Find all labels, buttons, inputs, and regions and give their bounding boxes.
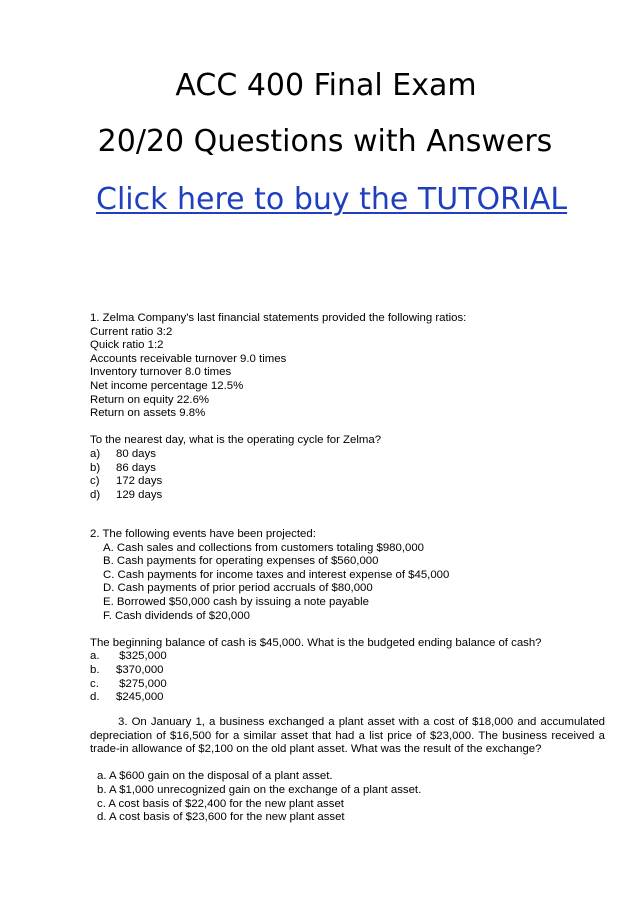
question-1-stem: 1. Zelma Company's last financial statements provided the following ratios: (90, 312, 467, 324)
option-text: 172 days (116, 475, 163, 488)
event-line: F. Cash dividends of $20,000 (103, 609, 250, 622)
option-text: 80 days (116, 447, 156, 460)
option-text: $275,000 (116, 677, 167, 690)
option-text: $325,000 (116, 650, 167, 663)
option-letter: c. (90, 677, 99, 690)
option-letter: a. (90, 650, 100, 663)
ratio-line: Quick ratio 1:2 (90, 339, 164, 352)
answer-option (90, 664, 605, 678)
answer-option: b. A $1,000 unrecognized gain on the exchange of a plant asset. (97, 783, 422, 796)
question-3-stem: 3. On January 1, a business exchanged a plant asset with a cost of $18,000 and accumulated depreciation of $16,500 for a similar asset that had a list price of $23,000. The business received a trade-in allowance of $2,100 on the old plant asset. What was the result of the exchange? (90, 716, 605, 756)
question-1-prompt: To the nearest day, what is the operating cycle for Zelma? (90, 434, 382, 447)
answer-option: a. A $600 gain on the disposal of a plant asset. (97, 770, 333, 783)
option-text: 129 days (116, 488, 163, 501)
answer-option: d. A cost basis of $23,600 for the new plant asset (97, 811, 345, 824)
question-1 (90, 312, 605, 502)
event-line: E. Borrowed $50,000 cash by issuing a note payable (103, 595, 369, 608)
ratio-line: Return on equity 22.6% (90, 393, 210, 406)
ratio-line: Return on assets 9.8% (90, 407, 206, 420)
ratio-line: Current ratio 3:2 (90, 325, 173, 338)
ratio-line: Inventory turnover 8.0 times (90, 366, 232, 379)
answer-option (90, 678, 605, 692)
question-2-prompt: The beginning balance of cash is $45,000. What is the budgeted ending balance of cash? (90, 636, 542, 649)
event-line: A. Cash sales and collections from customers totaling $980,000 (103, 541, 425, 554)
answer-option (90, 462, 605, 476)
option-text: 86 days (116, 461, 156, 474)
event-line: B. Cash payments for operating expenses of $560,000 (103, 555, 379, 568)
option-letter: b) (90, 461, 101, 474)
answer-option (90, 475, 605, 489)
answer-option: c. A cost basis of $22,400 for the new plant asset (97, 797, 344, 810)
event-line: C. Cash payments for income taxes and interest expense of $45,000 (103, 568, 450, 581)
event-line: D. Cash payments of prior period accruals of $80,000 (103, 582, 373, 595)
answer-option (90, 650, 605, 664)
option-text: $370,000 (116, 663, 164, 676)
document-subtitle: 20/20 Questions with Answers (97, 124, 553, 159)
ratio-line: Net income percentage 12.5% (90, 379, 244, 392)
option-letter: b. (90, 663, 100, 676)
answer-option (90, 448, 605, 462)
answer-option (90, 691, 605, 705)
option-letter: d) (90, 488, 101, 501)
option-letter: d. (90, 691, 100, 704)
option-text: $245,000 (116, 691, 164, 704)
ratio-line: Accounts receivable turnover 9.0 times (90, 352, 287, 365)
answer-option (90, 489, 605, 503)
document-title: ACC 400 Final Exam (175, 68, 477, 103)
option-letter: c) (90, 475, 100, 488)
question-2 (90, 528, 605, 705)
question-2-stem: 2. The following events have been projected: (90, 528, 316, 540)
question-3 (90, 716, 605, 825)
buy-tutorial-link[interactable]: Click here to buy the TUTORIAL (96, 182, 568, 217)
option-letter: a) (90, 447, 101, 460)
